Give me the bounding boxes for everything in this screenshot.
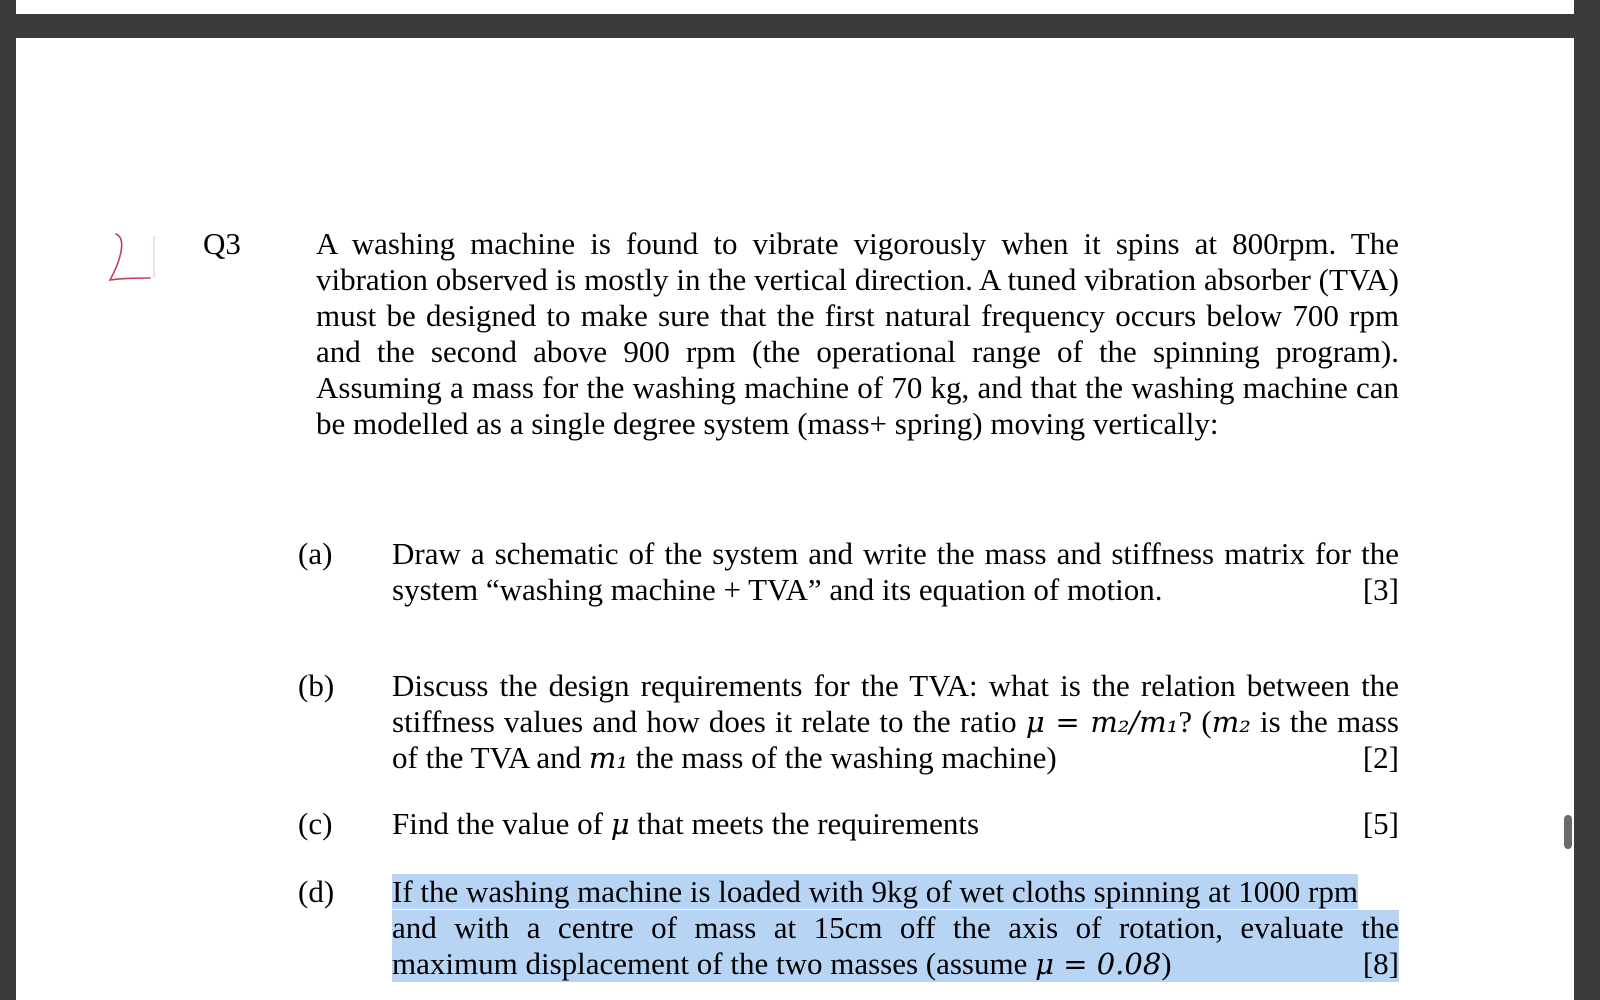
part-d-text[interactable] [392, 874, 1399, 982]
part-b-line-3 [392, 740, 1399, 776]
part-b-line-2 [392, 704, 1399, 740]
part-b-line-3-pre: of the TVA and [392, 740, 582, 775]
part-c-post: that meets the requirements [637, 806, 980, 841]
part-a-marks: [3] [1362, 572, 1399, 607]
question-label: Q3 [203, 226, 241, 261]
part-c-marks: [5] [1362, 806, 1399, 841]
part-d-line-1[interactable] [392, 874, 1399, 910]
part-b-text [392, 668, 1399, 776]
part-c-mu: μ [610, 807, 630, 841]
part-b-line-2-post: is the mass [1250, 704, 1400, 739]
part-b-line-3-post: the mass of the washing machine) [635, 740, 1057, 775]
question-text: A washing machine is found to vibrate vigorously when it spins at 800rpm. The vibration observed is mostly in the vertical direction. A tuned vibration absorber (TVA) must be designed to make sure that the first natural frequency occurs below 700 rpm and the second above 900 rpm (the operational range of the spinning program). Assuming a mass for the washing machine of 70 kg, and that the washing machine can be modelled as a single degree system (mass+ spring) moving vertically: [316, 226, 1399, 441]
document-page [16, 38, 1574, 1000]
part-d-mu-value[interactable]: μ = 0.08 [1035, 947, 1162, 981]
part-c-pre: Find the value of [392, 806, 603, 841]
part-a-label: (a) [298, 536, 333, 571]
part-d-line-3-pre[interactable]: maximum displacement of the two masses (assume [392, 946, 1028, 981]
previous-page-edge [16, 0, 1574, 14]
part-b-line-1: Discuss the design requirements for the TVA: what is the relation between the [392, 668, 1399, 703]
part-a-line-1: Draw a schematic of the system and write the mass and stiffness matrix for the [392, 536, 1399, 571]
part-a-line-2 [392, 572, 1399, 608]
part-a-text [392, 536, 1399, 608]
part-b-m2: m₂ [1211, 705, 1251, 739]
part-b-label: (b) [298, 668, 335, 703]
part-c-label: (c) [298, 806, 333, 841]
part-d-line-3-post[interactable]: ) [1161, 946, 1172, 981]
part-d-line-2[interactable]: and with a centre of mass at 15cm off the axis of rotation, evaluate the [392, 910, 1399, 945]
part-b-mu-ratio: μ = m₂/m₁ [1025, 705, 1179, 739]
part-d-line-3[interactable] [392, 946, 1399, 982]
part-d-line-1-text[interactable]: If the washing machine is loaded with 9kg of wet cloths spinning at 1000 rpm [392, 874, 1358, 909]
part-c-line [392, 806, 1399, 842]
part-b-line-2-mid: ? ( [1178, 704, 1212, 739]
handwritten-annotation-icon [104, 228, 164, 292]
part-b-line-2-pre: stiffness values and how does it relate to the ratio [392, 704, 1017, 739]
part-c-text [392, 806, 1399, 842]
part-d-label: (d) [298, 874, 335, 909]
part-b-marks: [2] [1362, 740, 1399, 775]
part-a-line-2-text: system “washing machine + TVA” and its equation of motion. [392, 572, 1163, 607]
part-b-m1: m₁ [588, 741, 629, 775]
part-d-marks[interactable]: [8] [1362, 946, 1399, 981]
vertical-scrollbar-thumb[interactable] [1564, 815, 1572, 849]
